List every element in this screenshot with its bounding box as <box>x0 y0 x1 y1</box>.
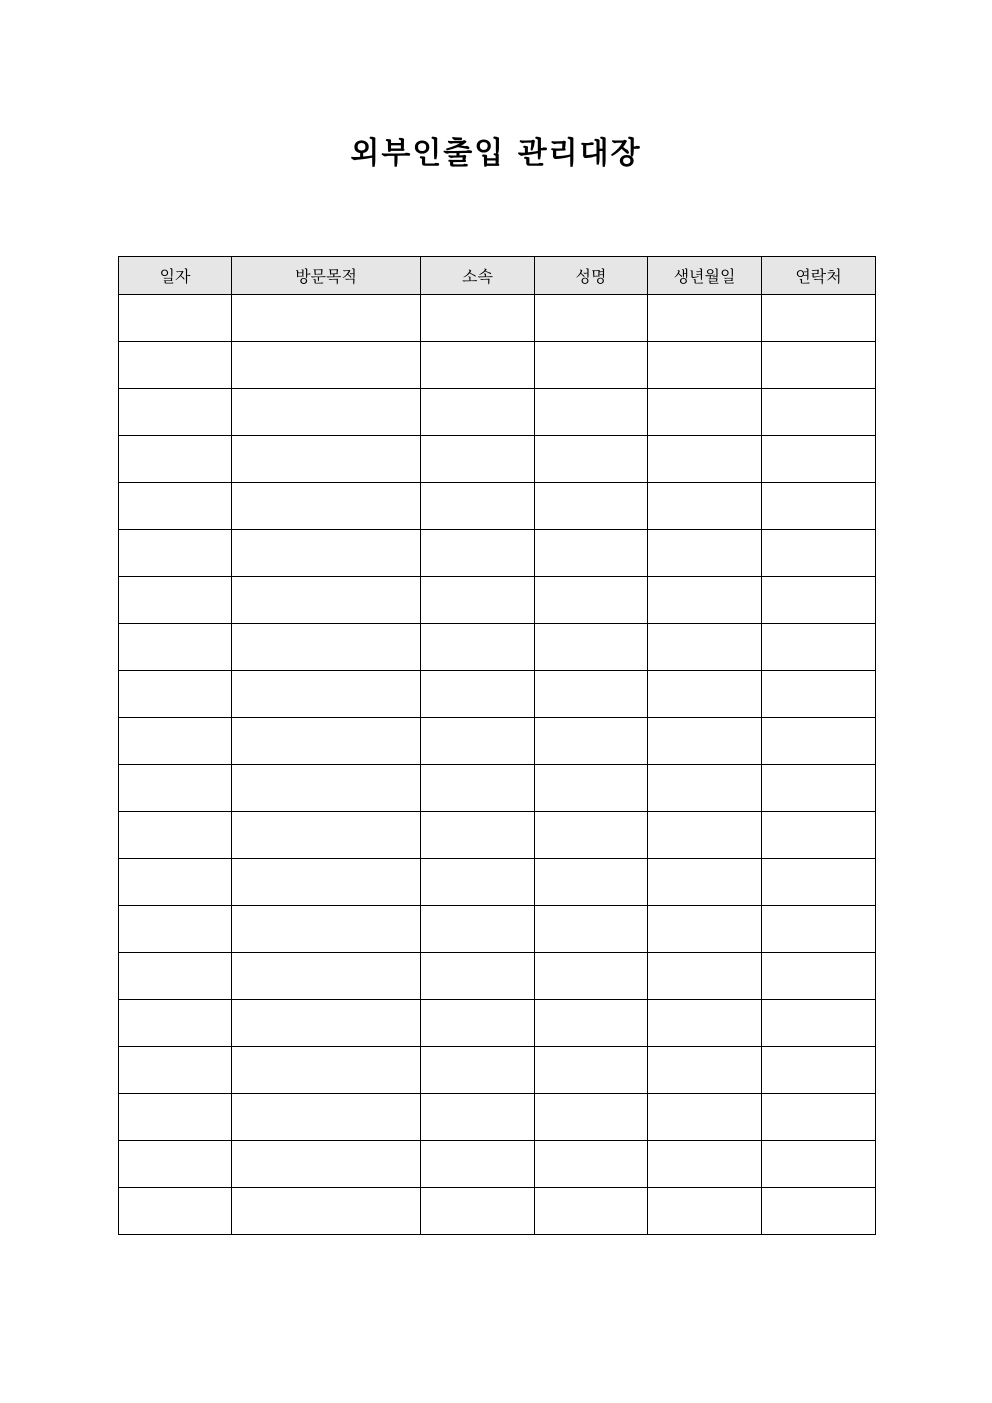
header-contact: 연락처 <box>762 257 876 295</box>
table-row <box>119 624 876 671</box>
cell-visit-purpose[interactable] <box>232 295 421 342</box>
cell-affiliation[interactable] <box>421 530 535 577</box>
table-row <box>119 530 876 577</box>
cell-contact[interactable] <box>762 1188 876 1235</box>
cell-birthdate[interactable] <box>648 859 762 906</box>
header-birthdate: 생년월일 <box>648 257 762 295</box>
cell-visit-purpose[interactable] <box>232 483 421 530</box>
cell-affiliation[interactable] <box>421 342 535 389</box>
cell-name[interactable] <box>535 859 648 906</box>
cell-affiliation[interactable] <box>421 765 535 812</box>
cell-contact[interactable] <box>762 812 876 859</box>
cell-name[interactable] <box>535 812 648 859</box>
cell-birthdate[interactable] <box>648 671 762 718</box>
cell-birthdate[interactable] <box>648 812 762 859</box>
cell-name[interactable] <box>535 765 648 812</box>
cell-affiliation[interactable] <box>421 1000 535 1047</box>
cell-date[interactable] <box>119 577 232 624</box>
cell-affiliation[interactable] <box>421 295 535 342</box>
cell-birthdate[interactable] <box>648 1047 762 1094</box>
cell-contact[interactable] <box>762 1047 876 1094</box>
cell-affiliation[interactable] <box>421 953 535 1000</box>
table-row <box>119 483 876 530</box>
cell-contact[interactable] <box>762 859 876 906</box>
table-row <box>119 1094 876 1141</box>
cell-birthdate[interactable] <box>648 1188 762 1235</box>
cell-name[interactable] <box>535 953 648 1000</box>
cell-name[interactable] <box>535 1188 648 1235</box>
cell-contact[interactable] <box>762 530 876 577</box>
cell-affiliation[interactable] <box>421 1094 535 1141</box>
table-header <box>119 257 876 295</box>
cell-contact[interactable] <box>762 1141 876 1188</box>
cell-birthdate[interactable] <box>648 342 762 389</box>
table-row <box>119 577 876 624</box>
cell-visit-purpose[interactable] <box>232 1047 421 1094</box>
cell-name[interactable] <box>535 1141 648 1188</box>
cell-birthdate[interactable] <box>648 718 762 765</box>
cell-date[interactable] <box>119 953 232 1000</box>
cell-contact[interactable] <box>762 389 876 436</box>
cell-name[interactable] <box>535 389 648 436</box>
header-date: 일자 <box>119 257 232 295</box>
table-body <box>119 295 876 1235</box>
cell-affiliation[interactable] <box>421 1047 535 1094</box>
cell-birthdate[interactable] <box>648 530 762 577</box>
cell-birthdate[interactable] <box>648 906 762 953</box>
cell-contact[interactable] <box>762 765 876 812</box>
cell-visit-purpose[interactable] <box>232 436 421 483</box>
cell-birthdate[interactable] <box>648 765 762 812</box>
cell-visit-purpose[interactable] <box>232 1000 421 1047</box>
cell-birthdate[interactable] <box>648 436 762 483</box>
cell-affiliation[interactable] <box>421 812 535 859</box>
cell-visit-purpose[interactable] <box>232 530 421 577</box>
cell-affiliation[interactable] <box>421 483 535 530</box>
cell-name[interactable] <box>535 483 648 530</box>
header-row <box>119 257 876 295</box>
cell-name[interactable] <box>535 342 648 389</box>
visitor-log-table <box>118 256 876 1235</box>
table-row <box>119 1047 876 1094</box>
cell-visit-purpose[interactable] <box>232 577 421 624</box>
cell-name[interactable] <box>535 1047 648 1094</box>
table-row <box>119 1141 876 1188</box>
cell-date[interactable] <box>119 906 232 953</box>
cell-date[interactable] <box>119 342 232 389</box>
cell-name[interactable] <box>535 624 648 671</box>
cell-date[interactable] <box>119 530 232 577</box>
cell-name[interactable] <box>535 671 648 718</box>
cell-contact[interactable] <box>762 906 876 953</box>
page-title: 외부인출입 관리대장 <box>350 136 642 171</box>
cell-contact[interactable] <box>762 483 876 530</box>
cell-affiliation[interactable] <box>421 671 535 718</box>
table-row <box>119 1188 876 1235</box>
cell-contact[interactable] <box>762 295 876 342</box>
cell-name[interactable] <box>535 436 648 483</box>
header-visit-purpose: 방문목적 <box>232 257 421 295</box>
cell-affiliation[interactable] <box>421 1188 535 1235</box>
cell-affiliation[interactable] <box>421 1141 535 1188</box>
cell-visit-purpose[interactable] <box>232 812 421 859</box>
cell-date[interactable] <box>119 436 232 483</box>
cell-date[interactable] <box>119 718 232 765</box>
cell-contact[interactable] <box>762 436 876 483</box>
cell-visit-purpose[interactable] <box>232 1188 421 1235</box>
cell-birthdate[interactable] <box>648 483 762 530</box>
cell-date[interactable] <box>119 812 232 859</box>
cell-date[interactable] <box>119 671 232 718</box>
table-row <box>119 812 876 859</box>
cell-affiliation[interactable] <box>421 436 535 483</box>
table-row <box>119 906 876 953</box>
cell-birthdate[interactable] <box>648 1000 762 1047</box>
table-row <box>119 295 876 342</box>
cell-date[interactable] <box>119 624 232 671</box>
table-row <box>119 436 876 483</box>
table-row <box>119 389 876 436</box>
cell-contact[interactable] <box>762 671 876 718</box>
cell-name[interactable] <box>535 577 648 624</box>
cell-contact[interactable] <box>762 1000 876 1047</box>
cell-date[interactable] <box>119 1141 232 1188</box>
table-row <box>119 342 876 389</box>
cell-birthdate[interactable] <box>648 1141 762 1188</box>
cell-contact[interactable] <box>762 342 876 389</box>
cell-contact[interactable] <box>762 577 876 624</box>
cell-name[interactable] <box>535 1094 648 1141</box>
cell-name[interactable] <box>535 906 648 953</box>
table-row <box>119 953 876 1000</box>
cell-contact[interactable] <box>762 953 876 1000</box>
cell-affiliation[interactable] <box>421 624 535 671</box>
cell-name[interactable] <box>535 295 648 342</box>
header-affiliation: 소속 <box>421 257 535 295</box>
cell-contact[interactable] <box>762 624 876 671</box>
cell-birthdate[interactable] <box>648 953 762 1000</box>
cell-affiliation[interactable] <box>421 389 535 436</box>
cell-date[interactable] <box>119 1047 232 1094</box>
cell-visit-purpose[interactable] <box>232 624 421 671</box>
cell-visit-purpose[interactable] <box>232 1141 421 1188</box>
cell-birthdate[interactable] <box>648 624 762 671</box>
cell-affiliation[interactable] <box>421 718 535 765</box>
cell-date[interactable] <box>119 1188 232 1235</box>
cell-birthdate[interactable] <box>648 577 762 624</box>
cell-visit-purpose[interactable] <box>232 906 421 953</box>
table-row <box>119 671 876 718</box>
header-name: 성명 <box>535 257 648 295</box>
table-row <box>119 859 876 906</box>
cell-name[interactable] <box>535 530 648 577</box>
cell-affiliation[interactable] <box>421 577 535 624</box>
cell-date[interactable] <box>119 765 232 812</box>
cell-visit-purpose[interactable] <box>232 389 421 436</box>
cell-visit-purpose[interactable] <box>232 859 421 906</box>
cell-birthdate[interactable] <box>648 1094 762 1141</box>
cell-visit-purpose[interactable] <box>232 342 421 389</box>
cell-affiliation[interactable] <box>421 859 535 906</box>
cell-visit-purpose[interactable] <box>232 765 421 812</box>
cell-date[interactable] <box>119 859 232 906</box>
cell-birthdate[interactable] <box>648 295 762 342</box>
cell-contact[interactable] <box>762 1094 876 1141</box>
cell-visit-purpose[interactable] <box>232 671 421 718</box>
cell-date[interactable] <box>119 1000 232 1047</box>
cell-name[interactable] <box>535 1000 648 1047</box>
cell-birthdate[interactable] <box>648 389 762 436</box>
cell-affiliation[interactable] <box>421 906 535 953</box>
cell-date[interactable] <box>119 389 232 436</box>
table-row <box>119 1000 876 1047</box>
cell-date[interactable] <box>119 1094 232 1141</box>
table-row <box>119 718 876 765</box>
cell-date[interactable] <box>119 483 232 530</box>
cell-name[interactable] <box>535 718 648 765</box>
cell-date[interactable] <box>119 295 232 342</box>
cell-visit-purpose[interactable] <box>232 953 421 1000</box>
cell-contact[interactable] <box>762 718 876 765</box>
cell-visit-purpose[interactable] <box>232 718 421 765</box>
table-row <box>119 765 876 812</box>
cell-visit-purpose[interactable] <box>232 1094 421 1141</box>
